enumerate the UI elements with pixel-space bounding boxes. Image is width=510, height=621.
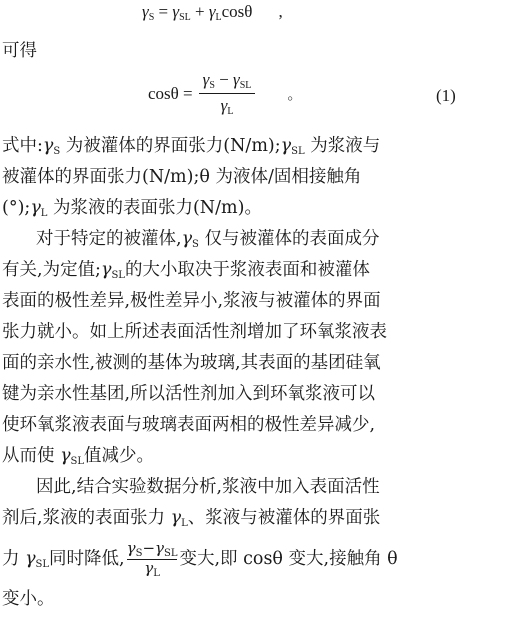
- text-line: 从而使 $\gamma_{SL}$值减少。: [2, 446, 155, 467]
- eq1-fraction: $\frac{\gamma_S - \gamma_{SL}}{\gamma_L}$: [199, 70, 256, 117]
- ke-de-text: 可得: [2, 41, 37, 61]
- equation-1: cosθ = $\frac{\gamma_S - \gamma_{SL}}{\gamma_L}$ 。: [148, 70, 303, 118]
- surface-tension-equation: $\gamma_S = \gamma_{SL} + \gamma_L\cos\theta$ ,: [142, 2, 283, 23]
- inline-fraction: $\frac{\gamma_S-\gamma_{SL}}{\gamma_L}$: [126, 539, 178, 579]
- text-line: 面的亲水性,被测的基体为玻璃,其表面的基团硅氧: [2, 353, 381, 373]
- text-line: 剂后,浆液的表面张力 $\gamma_L$、浆液与被灌体的界面张: [2, 508, 381, 529]
- text-line: 有关,为定值$;\gamma_{SL}$的大小取决于浆液表面和被灌体: [2, 260, 370, 281]
- text-line: 变小。: [2, 589, 55, 609]
- text-line: 被灌体的界面张力(N/m);θ 为液体/固相接触角: [2, 167, 362, 187]
- text-line: 对于特定的被灌体$,\gamma_S$ 仅与被灌体的表面成分: [36, 229, 380, 250]
- text-line: 力 $\gamma_{SL}$同时降低, $\frac{\gamma_S-\gamma_{SL}}{\gamma_L}$ 变大,即 cosθ 变大,接触角 θ: [2, 539, 398, 579]
- equation-number: (1): [436, 86, 456, 105]
- text-line: $(^\circ);\gamma_L$ 为浆液的表面张力(N/m)。: [2, 198, 262, 219]
- text-line: 使环氧浆液表面与玻璃表面两相的极性差异减少,: [2, 415, 376, 435]
- text-line: 键为亲水性基团,所以活性剂加入到环氧浆液可以: [2, 384, 376, 404]
- text-line: 表面的极性差异,极性差异小,浆液与被灌体的界面: [2, 291, 381, 311]
- text-line: 张力就小。如上所述表面活性剂增加了环氧浆液表: [2, 322, 387, 342]
- text-line: 因此,结合实验数据分析,浆液中加入表面活性: [36, 477, 380, 497]
- body-text: [2, 131, 508, 615]
- text-line: 式中$:\gamma_S$ 为被灌体的界面张力$(N/m);\gamma_{SL}$ 为浆液与: [2, 136, 381, 157]
